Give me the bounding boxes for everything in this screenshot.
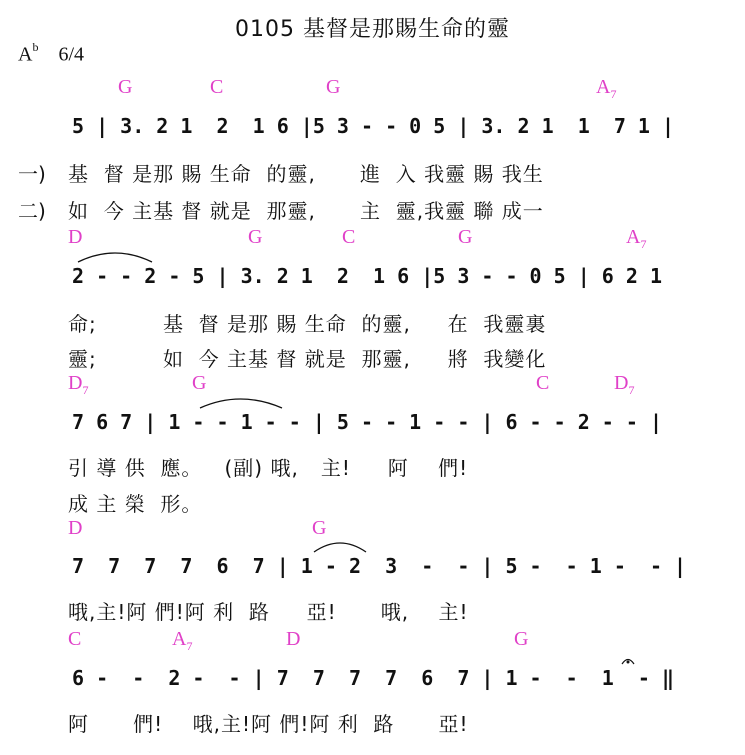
chord-root: D — [614, 372, 629, 394]
chord: D — [68, 517, 83, 539]
chord: G — [458, 226, 473, 248]
lyric-line: 引 導 供 應。 (副) 哦, 主! 阿 們! — [68, 456, 469, 480]
chord: G — [118, 76, 133, 98]
time-signature: 6/4 — [58, 43, 85, 66]
lyric-line: 哦,主!阿 們!阿 利 路 亞! 哦, 主! — [68, 600, 469, 624]
chord: C — [342, 226, 356, 248]
key-letter: A — [18, 43, 33, 66]
notes-line: 7 6 7 | 1 - - 1 - - | 5 - - 1 - - | 6 - - 2 - - | — [72, 410, 663, 434]
lyric-line: 靈; 如 今 主基 督 就是 那靈, 將 我變化 — [68, 347, 547, 371]
chord: D — [68, 226, 83, 248]
chord-seventh: 7 — [640, 237, 647, 251]
lyric-line: 阿 們! 哦,主!阿 們!阿 利 路 亞! — [68, 712, 469, 736]
verse-label: 二) — [18, 199, 46, 223]
fermata-dot — [627, 661, 630, 664]
chord-root: D — [68, 372, 83, 394]
notes-line: 5 | 3. 2 1 2 1 6 |5 3 - - 0 5 | 3. 2 1 1 7 1 | — [72, 114, 675, 138]
lyric-line: 基 督 是那 賜 生命 的靈, 進 入 我靈 賜 我生 — [68, 162, 544, 186]
chord-root: A — [626, 226, 641, 248]
lyric-line: 如 今 主基 督 就是 那靈, 主 靈,我靈 聯 成一 — [68, 199, 544, 223]
notes-line: 2 - - 2 - 5 | 3. 2 1 2 1 6 |5 3 - - 0 5 | 6 2 1 — [72, 264, 663, 288]
chord-seventh: 7 — [610, 87, 617, 101]
chord: G — [248, 226, 263, 248]
verse-label: 一) — [18, 162, 46, 186]
chord: G — [192, 372, 207, 394]
key-accidental: b — [32, 40, 39, 54]
chord-seventh: 7 — [628, 383, 635, 397]
lyric-line: 命; 基 督 是那 賜 生命 的靈, 在 我靈裏 — [68, 312, 547, 336]
chord: C — [536, 372, 550, 394]
notes-line: 7 7 7 7 6 7 | 1 - 2 3 - - | 5 - - 1 - - | — [72, 554, 687, 578]
tie-arc — [200, 399, 282, 408]
lyric-line: 成 主 榮 形。 — [68, 492, 203, 516]
chord-seventh: 7 — [186, 639, 193, 653]
chord: G — [312, 517, 327, 539]
chord-seventh: 7 — [82, 383, 89, 397]
chord-root: A — [596, 76, 611, 98]
tie-arc — [78, 253, 152, 262]
tie-arc — [314, 543, 366, 552]
chord: G — [326, 76, 341, 98]
chord: G — [514, 628, 529, 650]
chord-root: A — [172, 628, 187, 650]
chord: C — [210, 76, 224, 98]
chord: D — [286, 628, 301, 650]
notes-line: 6 - - 2 - - | 7 7 7 7 6 7 | 1 - - 1 - ‖ — [72, 666, 675, 690]
chord: C — [68, 628, 82, 650]
hymn-title: 0105 基督是那賜生命的靈 — [235, 17, 510, 42]
